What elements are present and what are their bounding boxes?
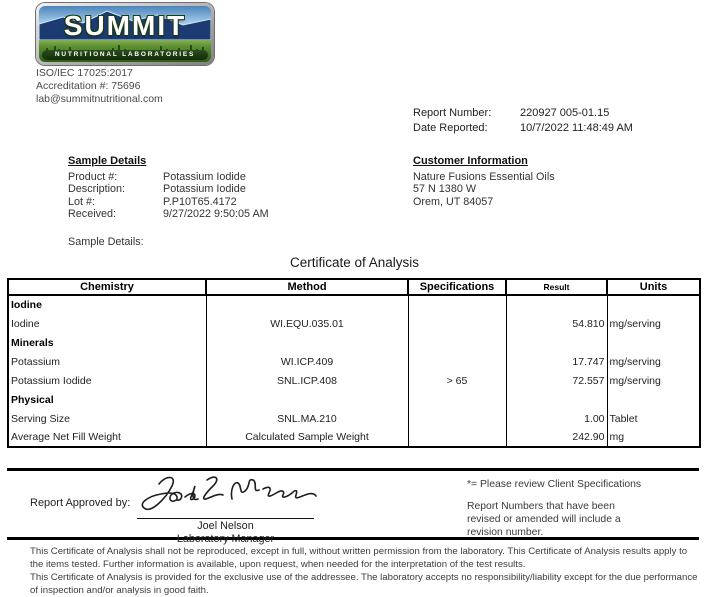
cell-method <box>206 390 408 409</box>
cell-spec <box>408 390 506 409</box>
logo-banner: NUTRITIONAL LABORATORIES <box>42 50 208 60</box>
signer-title: Laboratory Manager <box>176 533 275 545</box>
footer-disclaimer <box>30 545 702 597</box>
cell-method: WI.EQU.035.01 <box>206 314 408 333</box>
cell-spec <box>408 314 506 333</box>
signature-line <box>137 518 314 519</box>
report-number-label: Report Number: <box>413 107 492 119</box>
cell-units: mg <box>607 428 700 447</box>
customer-street: 57 N 1380 W <box>413 183 477 196</box>
product-number-row <box>68 171 269 183</box>
col-header-result: Result <box>506 279 607 295</box>
disclaimer-paragraph-2: This Certificate of Analysis is provided for the exclusive use of the addressee. The laboratory accepts no responsibility/liability except for the due performance of inspection and/or analysis in good faith. <box>30 572 698 596</box>
certificate-title: Certificate of Analysis <box>289 255 420 270</box>
results-table <box>7 278 701 448</box>
summit-logo <box>36 3 214 65</box>
logo-scene <box>39 6 211 62</box>
lab-info <box>36 67 163 106</box>
table-row-serving-size <box>8 409 700 428</box>
received-row <box>68 208 269 220</box>
cell-result <box>506 295 607 314</box>
cell-result: 54.810 <box>506 314 607 333</box>
cell-chemistry: Iodine <box>8 314 206 333</box>
cell-method <box>206 333 408 352</box>
cell-result <box>506 390 607 409</box>
cell-spec: > 65 <box>408 371 506 390</box>
signer-name: Joel Nelson <box>197 520 254 532</box>
cell-units: mg/serving <box>607 371 700 390</box>
report-number-value: 220927 005-01.15 <box>520 107 610 119</box>
received-value: 9/27/2022 9:50:05 AM <box>163 207 269 220</box>
table-row-average-net-fill-weight <box>8 428 700 447</box>
disclaimer-paragraph-1: This Certificate of Analysis shall not be reproduced, except in full, without written permission from the laboratory. This Certificate of Analysis results apply to the items tested. Further information is available, upon request, when needed for the interpretation of the test results. <box>30 546 688 570</box>
table-row-potassium <box>8 352 700 371</box>
report-number-row <box>413 106 633 121</box>
cell-method <box>206 295 408 314</box>
accreditation-line: Accreditation #: 75696 <box>36 80 141 92</box>
product-number-label: Product #: <box>68 171 118 183</box>
col-header-units: Units <box>607 279 700 295</box>
cell-spec <box>408 352 506 371</box>
cell-units: mg/serving <box>607 352 700 371</box>
iso-line: ISO/IEC 17025:2017 <box>36 67 133 79</box>
received-label: Received: <box>68 207 117 220</box>
report-approved-by-label: Report Approved by: <box>30 497 131 509</box>
cell-spec <box>408 428 506 447</box>
cell-units <box>607 295 700 314</box>
table-row-iodine <box>8 314 700 333</box>
cell-result: 17.747 <box>506 352 607 371</box>
cell-chemistry: Potassium Iodide <box>8 371 206 390</box>
table-row-section-iodine <box>8 295 700 314</box>
cell-result: 242.90 <box>506 428 607 447</box>
cell-units <box>607 390 700 409</box>
date-reported-row <box>413 121 633 136</box>
logo-wordmark: SUMMIT <box>63 10 187 41</box>
revision-note: Report Numbers that have been revised or amended will include a revision number. <box>467 501 621 538</box>
lot-number-value: P.P10T65.4172 <box>163 195 237 208</box>
cell-chemistry: Average Net Fill Weight <box>8 428 206 447</box>
cell-units: Tablet <box>607 409 700 428</box>
signature-graphic <box>133 472 318 520</box>
cell-units <box>607 333 700 352</box>
cell-chemistry: Iodine <box>8 295 206 314</box>
description-value: Potassium Iodide <box>163 183 246 196</box>
cell-spec <box>408 333 506 352</box>
cell-chemistry: Physical <box>8 390 206 409</box>
cell-method: Calculated Sample Weight <box>206 428 408 447</box>
customer-information-section <box>413 155 555 208</box>
cell-result: 72.557 <box>506 371 607 390</box>
cell-spec <box>408 409 506 428</box>
col-header-method: Method <box>206 279 408 295</box>
customer-city: Orem, UT 84057 <box>413 195 494 208</box>
col-header-chemistry: Chemistry <box>8 279 206 295</box>
table-row-section-minerals <box>8 333 700 352</box>
cell-units: mg/serving <box>607 314 700 333</box>
description-label: Description: <box>68 183 126 196</box>
date-reported-value: 10/7/2022 11:48:49 AM <box>520 122 633 134</box>
table-row-section-physical <box>8 390 700 409</box>
cell-chemistry: Serving Size <box>8 409 206 428</box>
cell-method: WI.ICP.409 <box>206 352 408 371</box>
approval-section <box>7 468 699 545</box>
product-number-value: Potassium Iodide <box>163 171 246 183</box>
cell-chemistry: Minerals <box>8 333 206 352</box>
cell-result <box>506 333 607 352</box>
table-row-potassium-iodide <box>8 371 700 390</box>
cell-method: SNL.MA.210 <box>206 409 408 428</box>
sample-details-heading: Sample Details <box>68 155 147 167</box>
col-header-specifications: Specifications <box>408 279 506 295</box>
cell-method: SNL.ICP.408 <box>206 371 408 390</box>
customer-information-heading: Customer Information <box>413 155 528 167</box>
description-row <box>68 183 269 195</box>
customer-name: Nature Fusions Essential Oils <box>413 171 555 183</box>
cell-result: 1.00 <box>506 409 607 428</box>
sample-details-section <box>68 155 269 248</box>
lab-email: lab@summitnutritional.com <box>36 93 163 105</box>
lot-number-row <box>68 196 269 208</box>
cell-chemistry: Potassium <box>8 352 206 371</box>
sample-details-note-label: Sample Details: <box>68 236 144 249</box>
client-specifications-note: *= Please review Client Specifications <box>467 479 642 490</box>
cell-spec <box>408 295 506 314</box>
report-block <box>413 106 633 136</box>
results-table-header <box>8 279 700 295</box>
date-reported-label: Date Reported: <box>413 122 488 134</box>
notes-block <box>467 478 672 539</box>
lot-number-label: Lot #: <box>68 195 96 208</box>
